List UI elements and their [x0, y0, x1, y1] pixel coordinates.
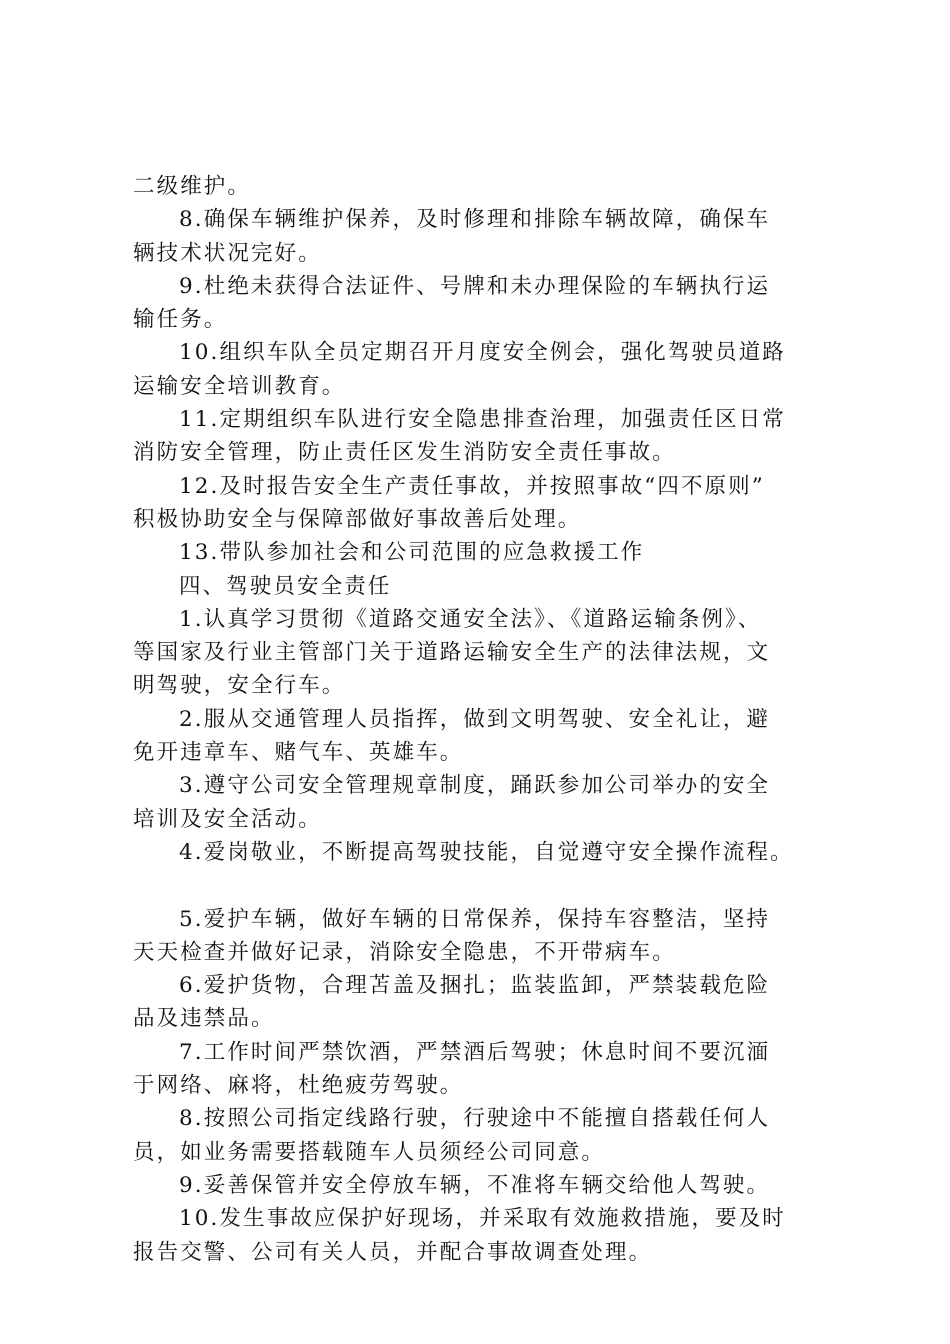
text-line: 8.按照公司指定线路行驶，行驶途中不能擅自搭载任何人 — [179, 1106, 771, 1132]
text-line: 积极协助安全与保障部做好事故善后处理。 — [133, 506, 582, 532]
text-line: 辆技术状况完好。 — [133, 240, 322, 266]
text-line: 9.杜绝未获得合法证件、号牌和未办理保险的车辆执行运 — [179, 273, 771, 299]
text-line: 10.发生事故应保护好现场，并采取有效施救措施，要及时 — [179, 1206, 786, 1232]
text-line: 10.组织车队全员定期召开月度安全例会，强化驾驶员道路 — [179, 340, 786, 366]
text-line: 5.爱护车辆，做好车辆的日常保养，保持车容整洁，坚持 — [179, 906, 771, 932]
text-line: 输任务。 — [133, 307, 228, 333]
text-line: 等国家及行业主管部门关于道路运输安全生产的法律法规，文 — [133, 640, 771, 666]
blank-line — [133, 869, 845, 902]
text-line: 天天检查并做好记录，消除安全隐患，不开带病车。 — [133, 939, 676, 965]
text-line: 明驾驶，安全行车。 — [133, 673, 346, 699]
section-heading: 四、驾驶员安全责任 — [179, 573, 392, 599]
text-line: 报告交警、公司有关人员，并配合事故调查处理。 — [133, 1239, 653, 1265]
text-line: 6.爱护货物，合理苫盖及捆扎；监装监卸，严禁装载危险 — [179, 973, 771, 999]
text-line: 7.工作时间严禁饮酒，严禁酒后驾驶；休息时间不要沉湎 — [179, 1039, 771, 1065]
text-line: 3.遵守公司安全管理规章制度，踊跃参加公司举办的安全 — [179, 773, 771, 799]
text-line: 消防安全管理，防止责任区发生消防安全责任事故。 — [133, 440, 676, 466]
text-line: 9.妥善保管并安全停放车辆，不准将车辆交给他人驾驶。 — [179, 1172, 771, 1198]
text-line: 免开违章车、赌气车、英雄车。 — [133, 740, 464, 766]
text-line: 8.确保车辆维护保养，及时修理和排除车辆故障，确保车 — [179, 207, 771, 233]
text-line: 品及违禁品。 — [133, 1006, 275, 1032]
text-line: 13.带队参加社会和公司范围的应急救援工作 — [179, 540, 645, 566]
text-line: 4.爱岗敬业，不断提高驾驶技能，自觉遵守安全操作流程。 — [179, 839, 794, 865]
text-line: 12.及时报告安全生产责任事故，并按照事故“四不原则” — [179, 473, 765, 499]
text-line: 培训及安全活动。 — [133, 806, 322, 832]
text-line: 员，如业务需要搭载随车人员须经公司同意。 — [133, 1139, 606, 1165]
text-line: 二级维护。 — [133, 174, 252, 199]
text-line: 于网络、麻将，杜绝疲劳驾驶。 — [133, 1073, 464, 1099]
text-line: 1.认真学习贯彻《道路交通安全法》、《道路运输条例》、 — [179, 606, 762, 632]
text-line: 2.服从交通管理人员指挥，做到文明驾驶、安全礼让，避 — [179, 706, 771, 732]
document-body — [133, 170, 845, 1269]
text-line: 11.定期组织车队进行安全隐患排查治理，加强责任区日常 — [179, 407, 786, 433]
text-line: 运输安全培训教育。 — [133, 373, 346, 399]
